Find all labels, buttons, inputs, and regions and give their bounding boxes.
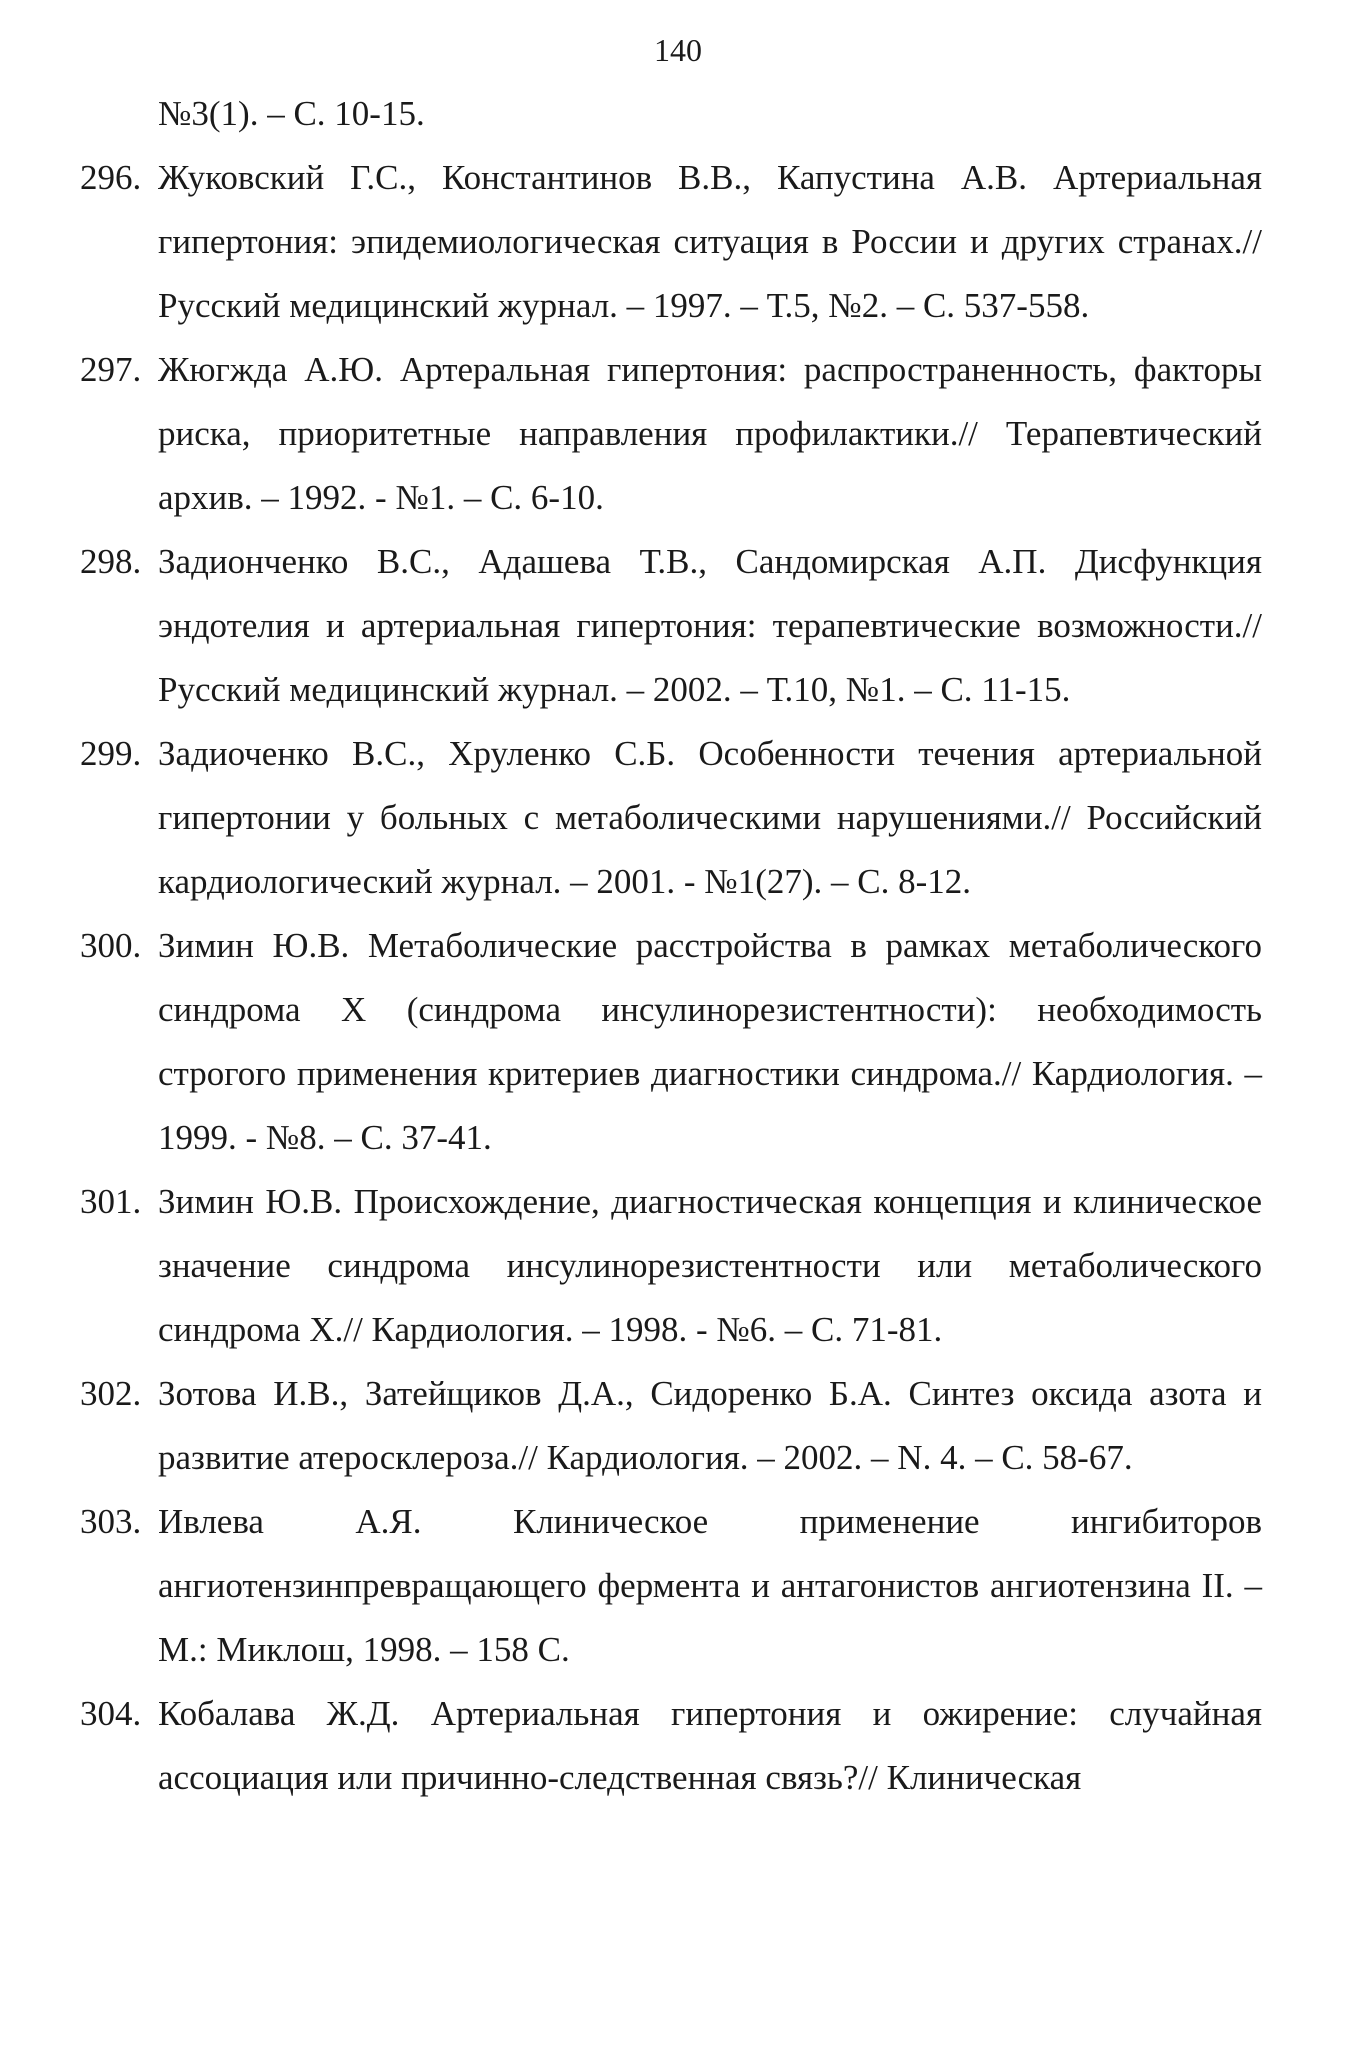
reference-text: Зотова И.В., Затейщиков Д.А., Сидоренко Б.А. Синтез оксида азота и развитие атеросклероза.// Кардиология. – 2002. – N. 4. – С. 58-67. — [158, 1374, 1262, 1477]
reference-number: 298. — [80, 542, 142, 581]
reference-text: Жюгжда А.Ю. Артеральная гипертония: распространенность, факторы риска, приоритетные направления профилактики.// Терапевтический архив. – 1992. - №1. – С. 6-10. — [158, 350, 1262, 517]
reference-entry — [80, 722, 1262, 914]
reference-number: 304. — [80, 1694, 142, 1733]
reference-number: 302. — [80, 1374, 142, 1413]
reference-number: 299. — [80, 734, 142, 773]
reference-text: Зимин Ю.В. Происхождение, диагностическая концепция и клиническое значение синдрома инсулинорезистентности или метаболического синдрома Х.// Кардиология. – 1998. - №6. – С. 71-81. — [158, 1182, 1262, 1349]
reference-entry — [80, 1170, 1262, 1362]
reference-continuation: №3(1). – С. 10-15. — [158, 94, 425, 133]
reference-number: 297. — [80, 350, 142, 389]
reference-entry — [80, 1490, 1262, 1682]
reference-entry — [80, 914, 1262, 1170]
reference-text: Задионченко В.С., Адашева Т.В., Сандомирская А.П. Дисфункция эндотелия и артериальная гипертония: терапевтические возможности.// Русский медицинский журнал. – 2002. – Т.10, №1. – С. 11-15. — [158, 542, 1262, 709]
reference-list — [80, 82, 1262, 1810]
reference-number: 301. — [80, 1182, 142, 1221]
reference-text: Жуковский Г.С., Константинов В.В., Капустина А.В. Артериальная гипертония: эпидемиологическая ситуация в России и других странах.// Русский медицинский журнал. – 1997. – Т.5, №2. – С. 537-558. — [158, 158, 1262, 325]
reference-number: 296. — [80, 158, 142, 197]
reference-text: Задиоченко В.С., Хруленко С.Б. Особенности течения артериальной гипертонии у больных с метаболическими нарушениями.// Российский кардиологический журнал. – 2001. - №1(27). – С. 8-12. — [158, 734, 1262, 901]
reference-entry — [80, 530, 1262, 722]
reference-entry — [80, 1362, 1262, 1490]
reference-number: 303. — [80, 1502, 142, 1541]
reference-entry — [80, 1682, 1262, 1810]
page-number: 140 — [654, 32, 702, 68]
reference-number: 300. — [80, 926, 142, 965]
reference-text: Кобалава Ж.Д. Артериальная гипертония и ожирение: случайная ассоциация или причинно-следственная связь?// Клиническая — [158, 1694, 1262, 1797]
reference-entry — [80, 338, 1262, 530]
reference-text: Ивлева А.Я. Клиническое применение ингибиторов ангиотензинпревращающего фермента и антагонистов ангиотензина II. – М.: Миклош, 1998. – 158 С. — [158, 1502, 1262, 1669]
reference-entry — [80, 146, 1262, 338]
reference-text: Зимин Ю.В. Метаболические расстройства в рамках метаболического синдрома Х (синдрома инсулинорезистентности): необходимость строгого применения критериев диагностики синдрома.// Кардиология. – 1999. - №8. – С. 37-41. — [158, 926, 1262, 1157]
